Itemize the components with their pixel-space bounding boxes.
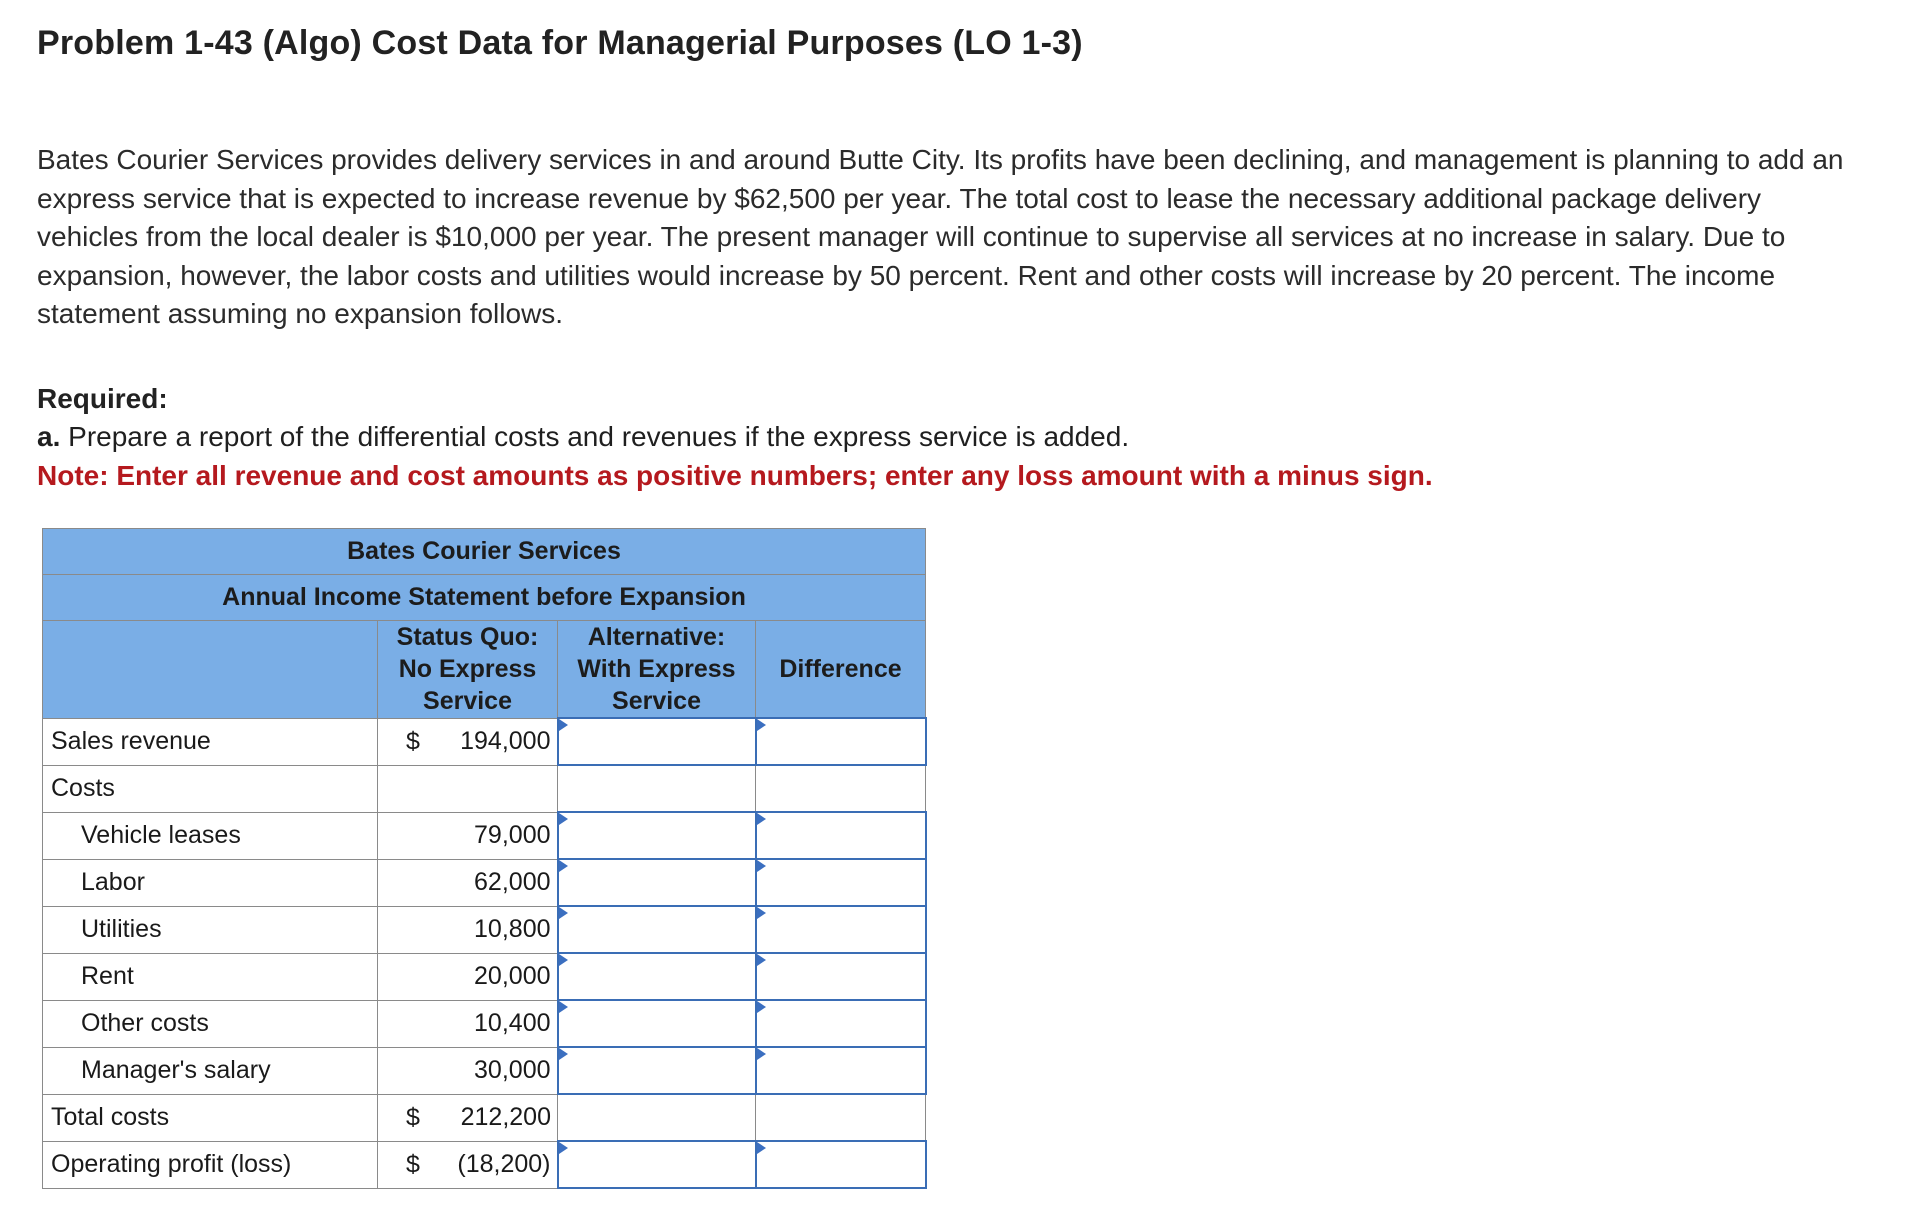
costs-label: Costs — [43, 765, 378, 812]
operating-profit-alternative-input[interactable] — [559, 1142, 755, 1187]
operating-profit-label: Operating profit (loss) — [43, 1141, 378, 1188]
other-costs-status-quo: 10,400 — [378, 1000, 558, 1047]
alternative-line-3: Service — [612, 687, 701, 715]
utilities-alternative-input[interactable] — [559, 907, 755, 952]
vehicle-leases-difference-cell[interactable] — [756, 812, 926, 859]
sales-revenue-difference-input[interactable] — [757, 719, 925, 764]
labor-alternative-input[interactable] — [559, 860, 755, 905]
utilities-difference-input[interactable] — [757, 907, 925, 952]
sales-revenue-difference-cell[interactable] — [756, 718, 926, 765]
vehicle-leases-alternative-cell[interactable] — [558, 812, 756, 859]
managers-salary-status-quo: 30,000 — [378, 1047, 558, 1094]
rent-status-quo: 20,000 — [378, 953, 558, 1000]
part-label: a. — [37, 421, 61, 452]
managers-salary-alternative-cell[interactable] — [558, 1047, 756, 1094]
alternative-line-1: Alternative: — [587, 623, 726, 651]
rent-alternative-input[interactable] — [559, 954, 755, 999]
problem-intro: Bates Courier Services provides delivery services in and around Butte City. Its profits have been declining, and management is planning to add an express service that is expected to increase revenue by $62,500 per year. The total cost to lease the necessary additional package delivery vehicles from the local dealer is $10,000 per year. The present manager will continue to supervise all services at no increase in salary. Due to expansion, however, the labor costs and utilities would increase by 50 percent. Rent and other costs will increase by 20 percent. The income statement assuming no expansion follows. — [37, 144, 1844, 329]
labor-status-quo: 62,000 — [378, 859, 558, 906]
vehicle-leases-difference-input[interactable] — [757, 813, 925, 858]
row-vehicle-leases — [43, 812, 926, 859]
status-quo-header — [378, 621, 558, 719]
currency-symbol: $ — [406, 1103, 420, 1131]
other-costs-difference-cell[interactable] — [756, 1000, 926, 1047]
utilities-difference-cell[interactable] — [756, 906, 926, 953]
labor-alternative-cell[interactable] — [558, 859, 756, 906]
row-utilities — [43, 906, 926, 953]
alternative-line-2: With Express — [577, 655, 736, 683]
operating-profit-alternative-cell[interactable] — [558, 1141, 756, 1188]
statement-title: Annual Income Statement before Expansion — [43, 575, 926, 621]
managers-salary-alternative-input[interactable] — [559, 1048, 755, 1093]
other-costs-difference-input[interactable] — [757, 1001, 925, 1046]
row-costs — [43, 765, 926, 812]
vehicle-leases-status-quo: 79,000 — [378, 812, 558, 859]
vehicle-leases-alternative-input[interactable] — [559, 813, 755, 858]
income-statement-table — [42, 528, 927, 1189]
labor-difference-cell[interactable] — [756, 859, 926, 906]
costs-status-quo — [378, 765, 558, 812]
sales-revenue-value: 194,000 — [460, 727, 551, 755]
vehicle-leases-label: Vehicle leases — [43, 812, 378, 859]
costs-difference — [756, 765, 926, 812]
alternative-header — [558, 621, 756, 719]
status-quo-line-3: Service — [423, 687, 512, 716]
label-col-header — [43, 621, 378, 719]
required-part-a — [37, 418, 1897, 457]
rent-difference-cell[interactable] — [756, 953, 926, 1000]
required-section — [37, 380, 1897, 496]
company-name: Bates Courier Services — [43, 529, 926, 575]
total-costs-label: Total costs — [43, 1094, 378, 1141]
labor-label: Labor — [43, 859, 378, 906]
sales-revenue-alternative-cell[interactable] — [558, 718, 756, 765]
operating-profit-difference-input[interactable] — [757, 1142, 925, 1187]
row-total-costs — [43, 1094, 926, 1141]
status-quo-line-1: Status Quo: — [396, 623, 539, 652]
sales-revenue-status-quo — [378, 718, 558, 765]
managers-salary-difference-input[interactable] — [757, 1048, 925, 1093]
row-sales-revenue — [43, 718, 926, 765]
operating-profit-status-quo — [378, 1141, 558, 1188]
sales-revenue-alternative-input[interactable] — [559, 719, 755, 764]
currency-symbol: $ — [406, 727, 420, 755]
managers-salary-label: Manager's salary — [43, 1047, 378, 1094]
row-managers-salary — [43, 1047, 926, 1094]
costs-alternative — [558, 765, 756, 812]
rent-label: Rent — [43, 953, 378, 1000]
utilities-label: Utilities — [43, 906, 378, 953]
other-costs-label: Other costs — [43, 1000, 378, 1047]
other-costs-alternative-input[interactable] — [559, 1001, 755, 1046]
operating-profit-value: (18,200) — [457, 1150, 551, 1178]
utilities-alternative-cell[interactable] — [558, 906, 756, 953]
sales-revenue-label: Sales revenue — [43, 718, 378, 765]
row-other-costs — [43, 1000, 926, 1047]
managers-salary-difference-cell[interactable] — [756, 1047, 926, 1094]
currency-symbol: $ — [406, 1150, 420, 1178]
total-costs-alternative — [558, 1094, 756, 1141]
labor-difference-input[interactable] — [757, 860, 925, 905]
utilities-status-quo: 10,800 — [378, 906, 558, 953]
entry-note: Note: Enter all revenue and cost amounts as positive numbers; enter any loss amount with a minus sign. — [37, 459, 1433, 491]
status-quo-line-2: No Express — [398, 655, 537, 684]
required-heading: Required: — [37, 382, 168, 414]
row-labor — [43, 859, 926, 906]
row-rent — [43, 953, 926, 1000]
difference-header: Difference — [756, 621, 926, 719]
problem-title: Problem 1-43 (Algo) Cost Data for Managerial Purposes (LO 1-3) — [37, 24, 1083, 62]
other-costs-alternative-cell[interactable] — [558, 1000, 756, 1047]
rent-difference-input[interactable] — [757, 954, 925, 999]
part-text: Prepare a report of the differential costs and revenues if the express service is added. — [60, 421, 1130, 452]
operating-profit-difference-cell[interactable] — [756, 1141, 926, 1188]
total-costs-difference — [756, 1094, 926, 1141]
rent-alternative-cell[interactable] — [558, 953, 756, 1000]
total-costs-value: 212,200 — [460, 1103, 551, 1131]
total-costs-status-quo — [378, 1094, 558, 1141]
row-operating-profit — [43, 1141, 926, 1188]
